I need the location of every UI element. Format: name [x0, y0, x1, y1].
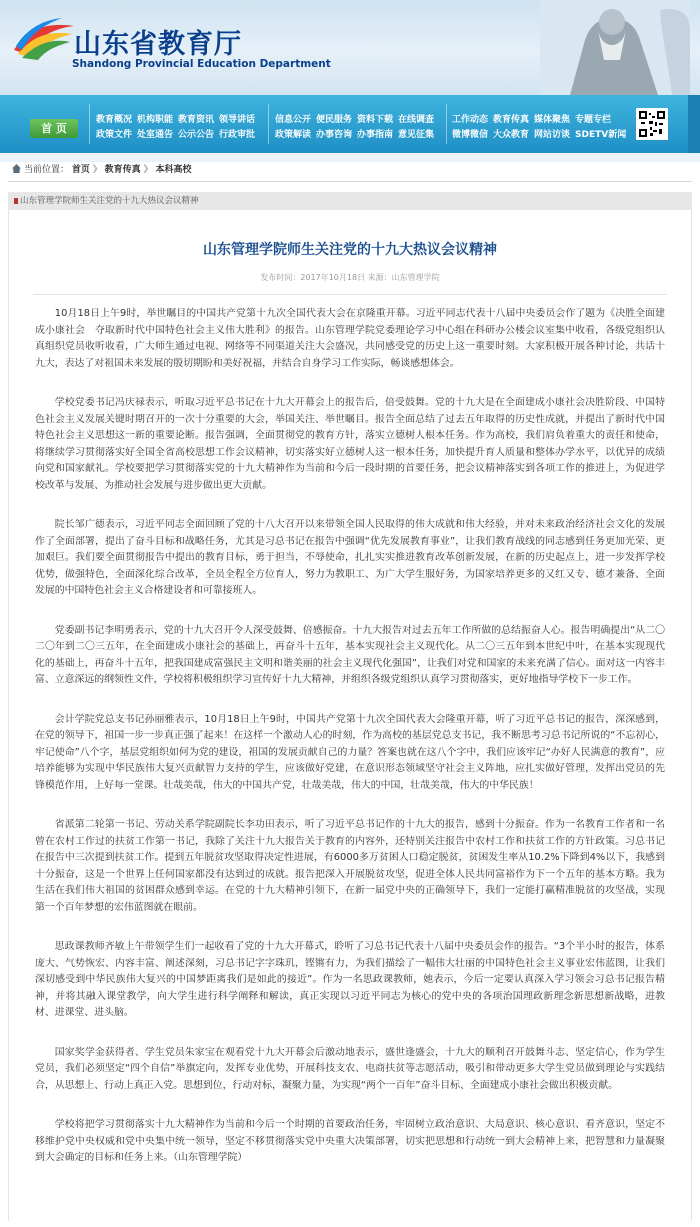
nav-link[interactable]: 教育概况 [96, 115, 133, 125]
nav-link[interactable]: 微博微信 [452, 130, 489, 140]
nav-group-1-row-2 [96, 127, 260, 140]
nav-link[interactable]: 公示公告 [178, 130, 215, 140]
article-meta: 发布时间：2017年10月18日 来源：山东管理学院 [260, 273, 440, 282]
breadcrumb-link-home[interactable]: 首页 [71, 165, 90, 175]
nav-separator [446, 104, 447, 144]
qr-code-icon[interactable] [636, 108, 668, 140]
nav-link[interactable]: 行政审批 [219, 130, 256, 140]
nav-link[interactable]: 工作动态 [452, 115, 489, 125]
nav-link[interactable]: 资料下载 [357, 115, 394, 125]
article-paragraph: 党委副书记李明勇表示，党的十九大召开令人深受鼓舞、倍感振奋。十九大报告对过去五年工作所做的总结振奋人心。报告明确提出“从二〇二〇年到二〇三五年，在全面建成小康社会的基础上，再奋斗十五年，基本实现社会主义现代化。从二〇三五年到本世纪中叶，在基本实现现代化的基础上，再奋斗十五年，把我国建成富强民主文明和谐美丽的社会主义现代化强国”，让我们对党和国家的未来充满了信心。面对这一内容丰富、立意深远的纲领性文件，学校将积极组织学习宣传好十九大精神，并组织各级党组织认真学习贯彻落实，更好地指导学校下一步工作。 [35, 624, 665, 685]
article-container [8, 210, 692, 1221]
divider [8, 181, 692, 182]
nav-link[interactable]: 处室通告 [137, 130, 174, 140]
subbar-title: 山东管理学院师生关注党的十九大热议会议精神 [20, 196, 199, 206]
nav-home-tab[interactable]: 首 页 [30, 119, 78, 138]
nav-link[interactable]: 意见征集 [398, 130, 435, 140]
site-banner [0, 0, 700, 95]
article-paragraph: 10月18日上午9时，举世瞩目的中国共产党第十九次全国代表大会在京隆重开幕。习近平同志代表十八届中央委员会作了题为《决胜全面建成小康社会 夺取新时代中国特色社会主义伟大胜利》的报告。山东管理学院党委理论学习中心组在科研办公楼会议室集中收看，各级党组织认真组织党员收听收看，广大师生通过电视、网络等不同渠道关注大会盛况，共同感受党的历史上这一重要时刻。大家积极开展各种讨论，共话十九大，表达了对祖国未来发展的殷切期盼和美好祝福，并结合自身学习工作实际，畅谈感想体会。 [35, 308, 665, 369]
article-paragraph: 国家奖学金获得者、学生党员朱家宝在观看党十九大开幕会后激动地表示，盛世逢盛会，十九大的顺利召开鼓舞斗志、坚定信心，作为学生党员，我们必须坚定“四个自信”举旗定向，发挥专业优势，开展科技支农、电商扶贫等志愿活动，吸引和带动更多大学生党员做到理论与实践结合，从思想上、行动上真正入党。思想到位，行动对标，凝聚力量，为实现“两个一百年”奋斗目标、全面建成小康社会做出积极贡献。 [35, 1046, 665, 1091]
confucius-statue-icon [540, 0, 690, 95]
nav-link[interactable]: 政策文件 [96, 130, 133, 140]
breadcrumb-link-universities[interactable]: 本科高校 [155, 165, 192, 175]
nav-link[interactable]: 教育资讯 [178, 115, 215, 125]
article-body [9, 295, 691, 1167]
nav-group-2-row-1 [275, 112, 439, 125]
article-paragraph: 思政课教师齐敏上午带领学生们一起收看了党的十九大开幕式，聆听了习总书记代表十八届中央委员会作的报告。“3个半小时的报告，体系庞大、气势恢宏、内容丰富、阐述深刻，习总书记字字珠玑，铿锵有力，为我们描绘了一幅伟大壮丽的中国特色社会主义事业宏伟蓝图，让我们深切感受到中华民族伟大复兴的中国梦距离我们是如此的接近”。作为一名思政课教师，她表示，今后一定要认真深入学习领会习总书记报告精神，并将其融入课堂教学，向大学生进行科学阐释和解读，真正实现以习近平同志为核心的党中央的各项治国理政新理念新思想新战略，进教材、进课堂、进头脑。 [35, 941, 665, 1018]
nav-group-2-row-2 [275, 127, 439, 140]
nav-link[interactable]: 教育传真 [493, 115, 530, 125]
main-nav [0, 95, 700, 153]
article-subbar [8, 192, 692, 210]
nav-edge [688, 95, 700, 153]
nav-group-3-row-2 [452, 127, 631, 140]
article-paragraph: 院长邹广德表示，习近平同志全面回顾了党的十八大召开以来带领全国人民取得的伟大成就和伟大经验，并对未来政治经济社会文化的发展作了全面部署，提出了奋斗目标和战略任务，尤其是习总书记在报告中强调“优先发展教育事业”，让我们教育战线的同志感到任务更加光荣、更加艰巨。我们要全面贯彻报告中提出的教育目标，勇于担当，不辱使命，扎扎实实推进教育改革创新发展，在新的历史起点上，进一步发挥学校优势，做强特色，全面深化综合改革，全员全程全方位育人，努力为教职工、为广大学生服好务，为国家培养更多的又红又专、德才兼备、全面发展的中国特色社会主义合格建设者和可靠接班人。 [35, 519, 665, 596]
nav-group-3-row-1 [452, 112, 616, 125]
logo-ribbon-icon [12, 16, 76, 60]
nav-link[interactable]: SDETV新闻 [575, 130, 627, 140]
nav-link[interactable]: 机构职能 [137, 115, 174, 125]
article-paragraph: 会计学院党总支书记孙丽雅表示，10月18日上午9时，中国共产党第十九次全国代表大会隆重开幕，听了习近平总书记的报告，深深感到，在党的领导下，祖国一步一步真正强了起来！在这样一个激动人心的时刻，作为高校的基层党总支书记，我不断思考习总书记所说的“不忘初心，牢记使命”八个字，基层党组织如何为党的建设，祖国的发展贡献自己的力量？答案也就在这八个字中，我们应该牢记“办好人民满意的教育”，应培养能够为实现中华民族伟大复兴贡献智力支持的学生，应该做好党建，在意识形态领域坚守社会主义阵地，应扎实做好管理，发挥出党员的先锋模范作用，上好每一堂课。壮哉美哉，伟大的中国共产党，壮哉美哉，伟大的中国，壮哉美哉，伟大的中华民族！ [35, 713, 665, 791]
nav-link[interactable]: 信息公开 [275, 115, 312, 125]
nav-link[interactable]: 政策解读 [275, 130, 312, 140]
article-paragraph: 省派第二轮第一书记、劳动关系学院副院长李功田表示，听了习近平总书记作的十九大的报告，感到十分振奋。作为一名教育工作者和一名曾在农村工作过的扶贫工作第一书记，我除了关注十九大报告关于教育的内容外，还特别关注报告中农村工作和扶贫工作的方针政策。习总书记在报告中三次提到扶贫工作。提到五年脱贫攻坚取得决定性进展，有6000多万贫困人口稳定脱贫，贫困发生率从10.2%下降到4%以下，我感到十分振奋，这是一个世界上任何国家都没有达到过的成就。报告把深入开展脱贫攻坚，促进全体人民共同富裕作为下一个五年的基本方略。我为生活在我们伟大祖国的贫困群众感到幸运。在党的十九大精神引领下，在新一届党中央的正确领导下，我们一定能打赢精准脱贫的攻坚战，实现第一个百年梦想的宏伟蓝图就在眼前。 [35, 819, 665, 913]
site-title-en: Shandong Provincial Education Department [72, 58, 331, 70]
breadcrumb-separator: 》 [143, 165, 153, 175]
spacer [0, 153, 700, 162]
qr-code-graphic [639, 111, 665, 137]
article-paragraph: 学校将把学习贯彻落实十九大精神作为当前和今后一个时期的首要政治任务，牢固树立政治意识、大局意识、核心意识、看齐意识，坚定不移维护党中央权威和党中央集中统一领导，坚定不移贯彻落实党中央重大决策部署，切实把思想和行动统一到大会精神上来，把智慧和力量凝聚到大会确定的目标和任务上来。（山东管理学院） [35, 1119, 665, 1163]
nav-link[interactable]: 便民服务 [316, 115, 353, 125]
bullet-icon [14, 198, 18, 204]
nav-link[interactable]: 在线调查 [398, 115, 435, 125]
nav-separator [89, 104, 90, 144]
nav-link[interactable]: 专题专栏 [575, 115, 612, 125]
breadcrumb-prefix: 当前位置： [24, 165, 70, 175]
nav-link[interactable]: 办事指南 [357, 130, 394, 140]
nav-group-1-row-1 [96, 112, 260, 125]
breadcrumb-separator: 》 [92, 165, 102, 175]
nav-link[interactable]: 领导讲话 [219, 115, 256, 125]
nav-link[interactable]: 大众教育 [493, 130, 530, 140]
nav-link[interactable]: 网站访谈 [534, 130, 571, 140]
breadcrumb [0, 162, 700, 179]
breadcrumb-link-education-news[interactable]: 教育传真 [104, 165, 141, 175]
nav-link[interactable]: 办事咨询 [316, 130, 353, 140]
home-icon [12, 164, 21, 173]
site-title: 山东省教育厅 [74, 29, 242, 60]
article-title: 山东管理学院师生关注党的十九大热议会议精神 [203, 242, 497, 258]
nav-separator [268, 104, 269, 144]
nav-link[interactable]: 媒体聚焦 [534, 115, 571, 125]
article-paragraph: 学校党委书记冯庆禄表示，听取习近平总书记在十九大开幕会上的报告后，倍受鼓舞。党的十九大是在全面建成小康社会决胜阶段、中国特色社会主义发展关键时期召开的一次十分重要的大会，举国关注、举世瞩目。报告全面总结了过去五年取得的历史性成就，并提出了新时代中国特色社会主义思想这一新的重要论断。报告强调，全面贯彻党的教育方针，落实立德树人根本任务。作为高校，我们肩负着重大的责任和使命，将继续学习贯彻落实好全国全省高校思想工作会议精神，切实落实好立德树人这一根本任务，加快提升育人质量和整体办学水平，以优异的成绩向党和国家献礼。学校要把学习贯彻落实党的十九大精神作为当前和今后一段时期的首要任务，把会议精神落实到各项工作的推进上，为促进学校改革与发展、为推动社会发展与进步做出更大贡献。 [35, 397, 665, 491]
